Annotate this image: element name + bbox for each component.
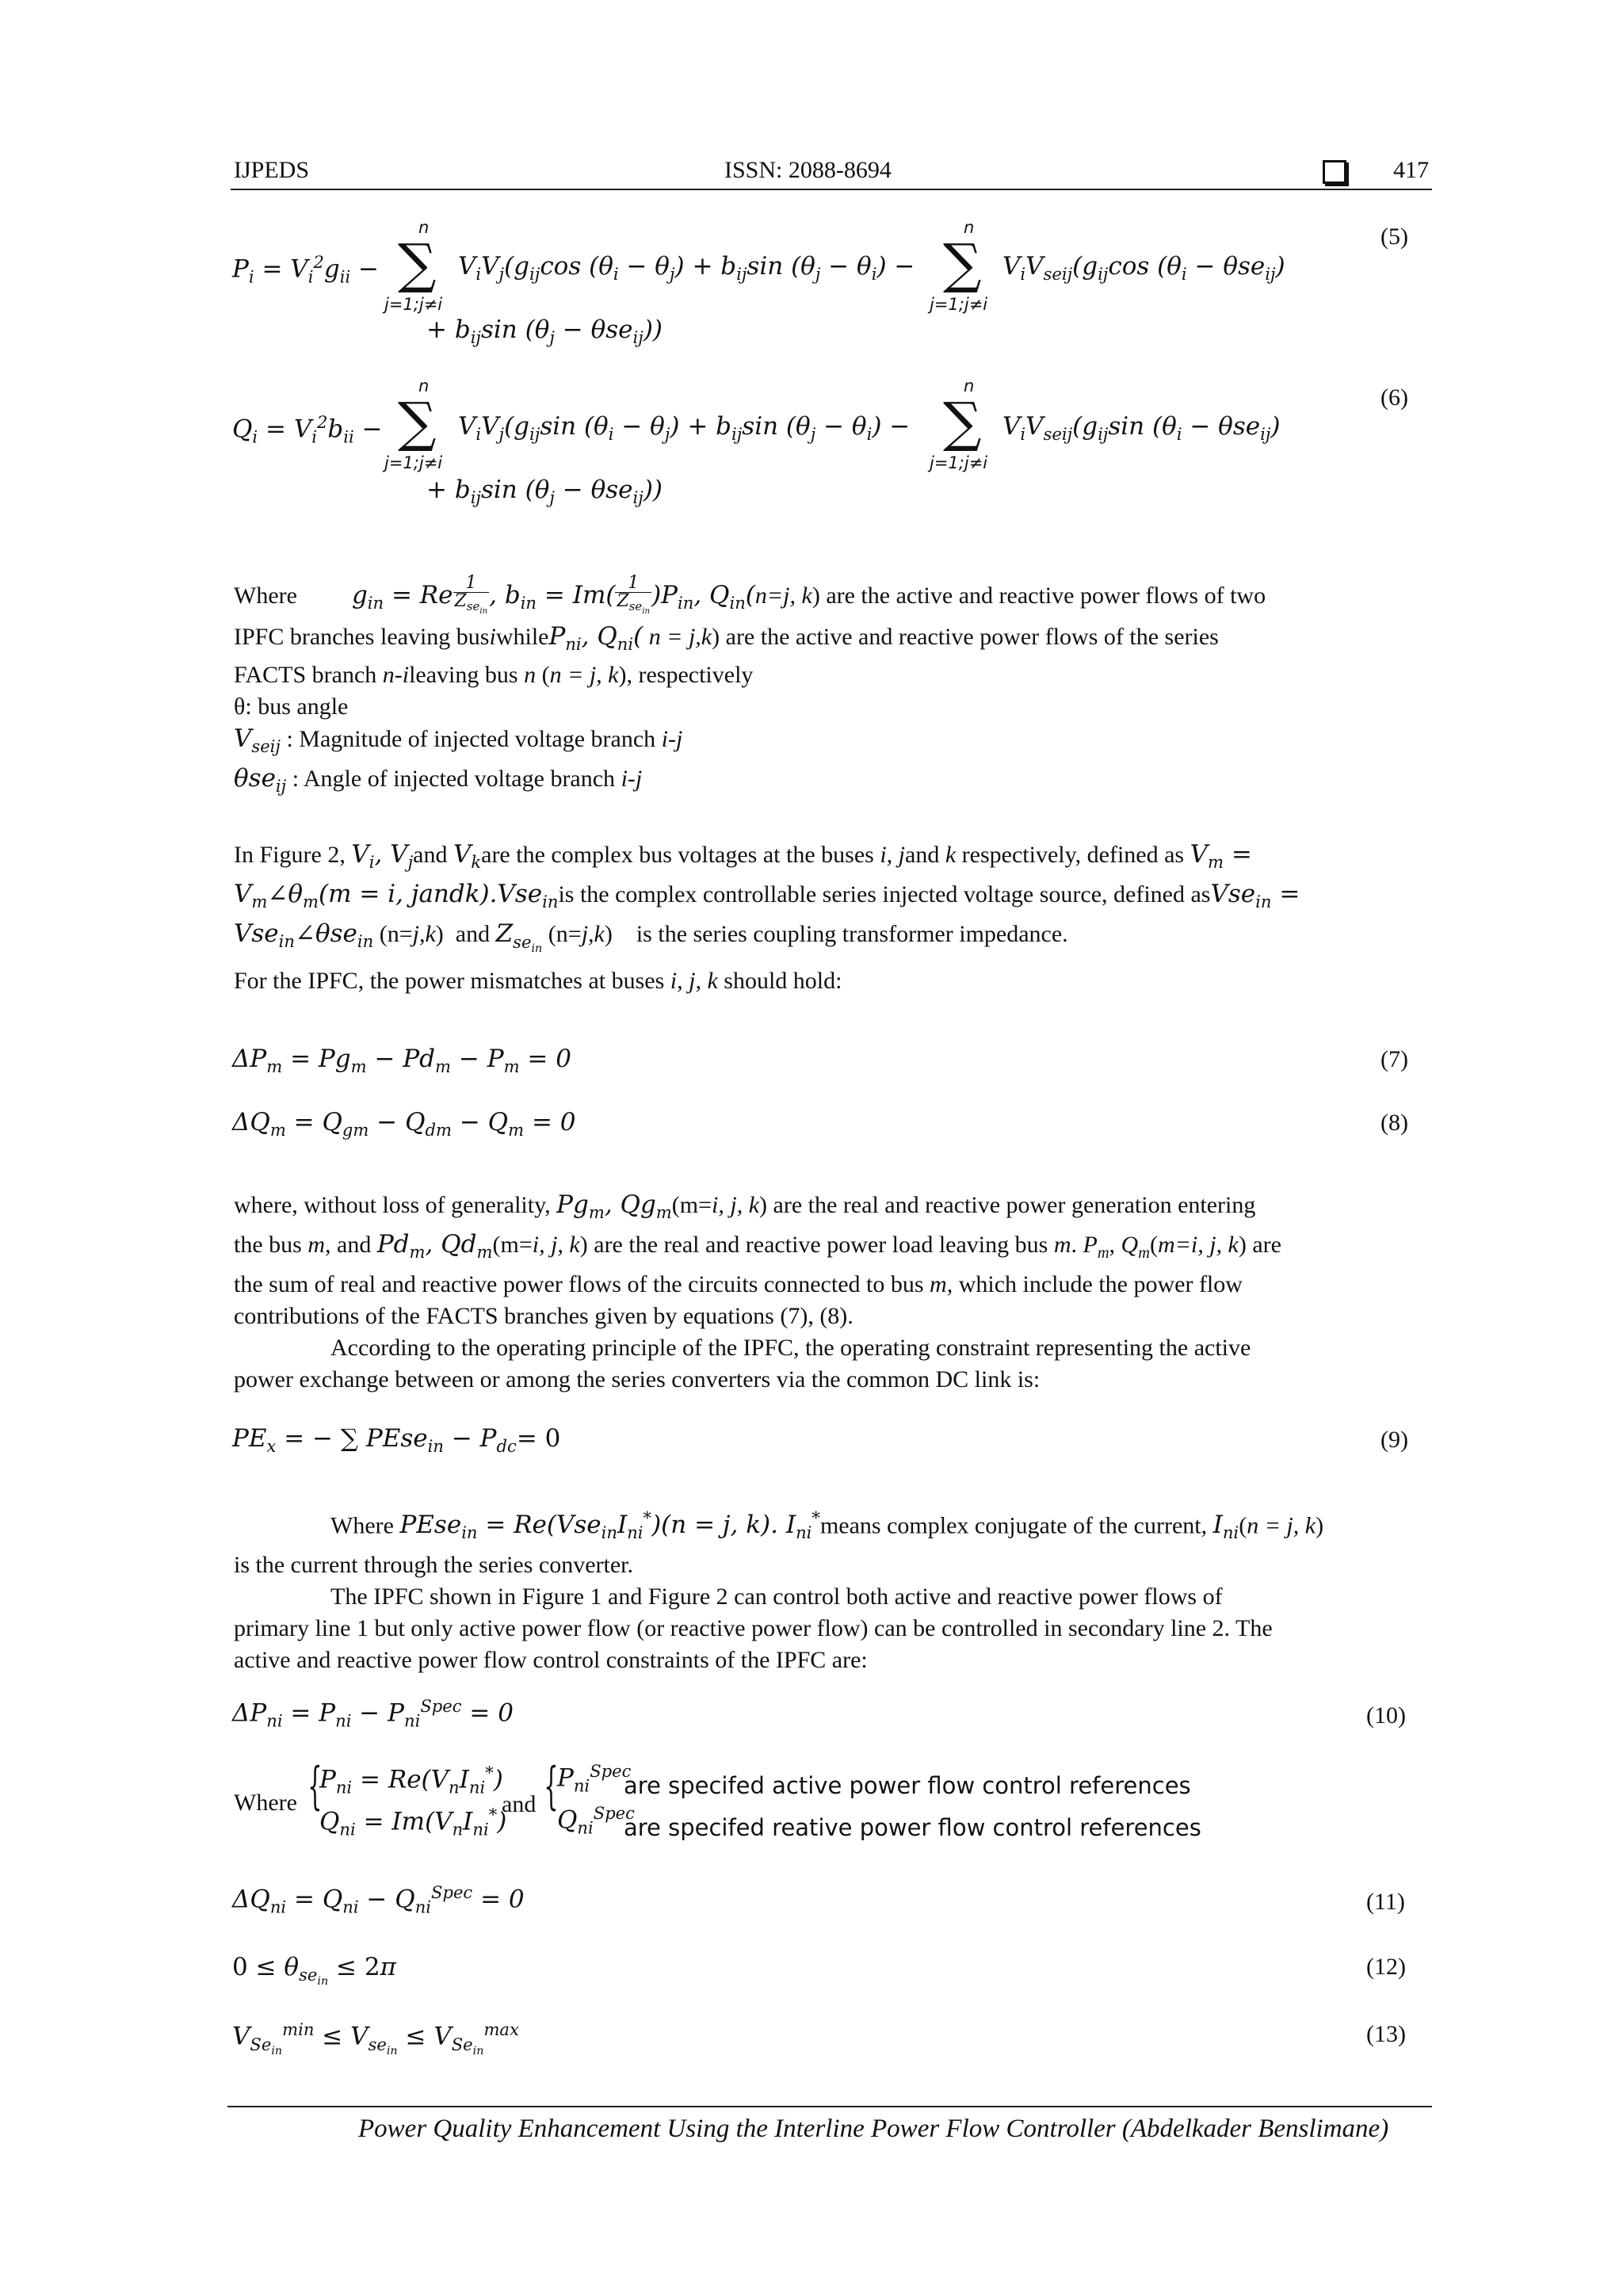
figure-2-paragraph: In Figure 2, $V_i$, $V_jand$ $V_kare$ the complex bus voltages at the buses i, jand k respectively, defined as $V_m$ = $V_m\angle\theta_m(m = i$, jandk).Vse$_{in}$is the complex controllable series injected voltage source, defined asVse$_{in}$ = Vse$_{in}$∠θse$_{in}$ (n=j,k) and $Z_{se_{in}}$ (n=j,k) is the series coupling transformer impedance.: [234, 840, 1300, 955]
equation-label: (8): [1381, 1110, 1408, 1136]
equation-12: $0 \le \theta_{se_{in}} \le 2\pi$: [232, 1953, 396, 1988]
equation-label: (11): [1366, 1889, 1405, 1915]
equation-10: $\Delta P_{ni} = P_{ni} - P_{ni}^{Spec} = 0$: [232, 1696, 514, 1731]
equation-label: (5): [1381, 223, 1408, 250]
equation-label: (12): [1366, 1954, 1406, 1980]
footer-rule: [227, 2106, 1432, 2107]
equation-label: (7): [1381, 1046, 1408, 1072]
page-number: 417: [1393, 157, 1429, 183]
equation-label: (9): [1381, 1427, 1408, 1453]
equation-8: $\Delta Q_m = Q_{gm} - Q_{dm} - Q_m = 0$: [232, 1108, 576, 1140]
equation-label: (6): [1381, 384, 1408, 411]
equation-7: $\Delta P_m = Pg_m - Pd_m - P_m = 0$: [232, 1045, 571, 1077]
issn: ISSN: 2088-8694: [724, 157, 892, 183]
equation-5: $P_i = V_i^2g_{ii}$ − n ∑ j=1;j≠i $V_iV_j(g_{ij}\cos$ $(\theta_i - \theta_j) + b_{ij}\sin$ $(\theta_j - \theta_i)$ − n ∑ j=1;j≠i $V_iV_{seij}(g_{ij}\cos$ $(\theta_i - \theta se_{ij})$ + $b_{ij}\sin$ $(\theta_j - \theta se_{ij})$) (5): [232, 218, 1408, 348]
pe-where-paragraph: Where PEse$_{in}$ = $Re(Vse_{in}I_{ni}^*)(n = j$, k). $I_{ni}^*means$ complex conjugate of the current, $I_{ni}(n = j$, k) is the current through the series converter. The IPFC shown in Figure 1 and Figure 2 can control both active and reactive power flows of primary line 1 but only active power flow (or reactive power flow) can be controlled in secondary line 2. The active and reactive power flow control constraints of the IPFC are:: [234, 1508, 1324, 1673]
equation-9: $PE_x$ = − ∑ PEse$_{in}$ − $P_{dc}= 0$: [232, 1424, 561, 1457]
equation-6: $Q_i = V_i^2b_{ii}$ − n ∑ j=1;j≠i $V_iV_j(g_{ij}\sin$ $(\theta_i - \theta_j) + b_{ij}\sin$ $(\theta_j - \theta_i)$ − n ∑ j=1;j≠i $V_iV_{seij}(g_{ij}\sin$ $(\theta_i - \theta se_{ij})$ + $b_{ij}\sin$ $(\theta_j - \theta se_{ij})$) (6): [232, 376, 1408, 508]
ipfc-mismatch-text: For the IPFC, the power mismatches at buses i, j, k should hold:: [234, 968, 842, 994]
equation-label: (13): [1366, 2021, 1406, 2047]
equation-label: (10): [1366, 1702, 1406, 1729]
footer-running-title: Power Quality Enhancement Using the Interline Power Flow Controller (Abdelkader Benslimane): [358, 2115, 1389, 2143]
checkbox-square-icon: [1323, 160, 1346, 188]
spec-definitions: Where { $P_{ni} = Re(V_nI_{ni}^*)$ $Q_{ni} = Im(V_nI_{ni}^*)$ and { $P_{ni}^{Spec}$ are specifed active power flow control references $Q_{ni}^{Spec}$ are specifed reative power flow control references: [234, 1757, 1201, 1841]
journal-name: IJPEDS: [234, 157, 310, 183]
where-definitions: Where $g_{in} = Re$ $\frac{1}{Z_{se_{in}}}$ , $b_{in} = Im$( $\frac{1}{Z_{se_{in}}}$ )$P_{in}$, $Q_{in}(n=j$, k) are the active and reactive power flows of two IPFC branches leaving busiwhileP$_{ni}$, $Q_{ni}$( n = j,k) are the active and reactive power flows of the series FACTS branch n-ileaving bus n (n = j, k), respectively θ: bus angle $V_{seij}$ : Magnitude of injected voltage branch i-j θse$_{ij}$ : Angle of injected voltage branch i-j: [234, 573, 1266, 796]
equation-13: $V_{Se_{in}}^{min} \le V_{se_{in}} \le V_{Se_{in}}^{max}$: [232, 2019, 519, 2057]
generality-paragraph: where, without loss of generality, $Pg_m$, $Qg_m(m=i$, j, k) are the real and reactive power generation entering the bus m, and $Pd_m$, $Qd_m(m=i$, j, k) are the real and reactive power load leaving bus m. $P_m$, $Q_m(m=i$, j, k) are the sum of real and reactive power flows of the circuits connected to bus m, which include the power flow contributions of the FACTS branches given by equations (7), (8). According to the operating principle of the IPFC, the operating constraint representing the active power exchange between or among the series converters via the common DC link is:: [234, 1190, 1281, 1393]
header-rule: [231, 189, 1432, 190]
equation-11: $\Delta Q_{ni} = Q_{ni} - Q_{ni}^{Spec} = 0$: [232, 1882, 525, 1917]
